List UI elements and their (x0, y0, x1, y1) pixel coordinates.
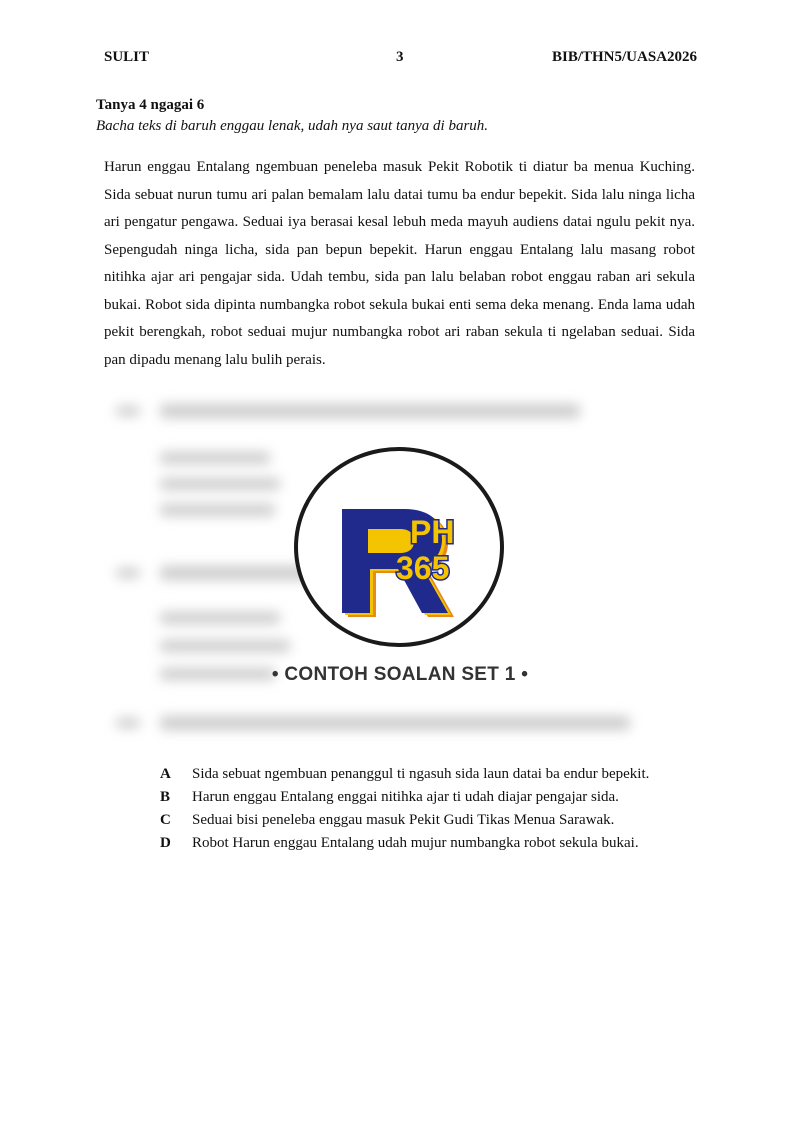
option-letter: A (160, 766, 171, 782)
option-text: Harun enggau Entalang enggai nitihka ajar ti udah diajar pengajar sida. (192, 789, 619, 805)
option-a[interactable] (160, 763, 649, 786)
option-letter: D (160, 835, 171, 851)
rph365-logo-icon (298, 451, 500, 643)
option-letter: B (160, 789, 171, 805)
option-c[interactable] (160, 809, 649, 832)
option-b[interactable] (160, 786, 649, 809)
svg-text:PH: PH (410, 514, 455, 550)
watermark-caption: • CONTOH SOALAN SET 1 • (271, 664, 529, 685)
reading-passage: Harun enggau Entalang ngembuan peneleba masuk Pekit Robotik ti diatur ba menua Kuching. Sida sebuat nurun tumu ari palan bemalam lalu datai tumu ba endur bepekit. Sida lalu ninga licha ari pengatur pengawa. Seduai iya berasai kesal lebuh meda mayuh audiens datai ngulu pekit nya. Sepengudah ninga licha, sida pan bepun bepekit. Harun enggau Entalang lalu masang robot nitihka ajar ari pengajar sida. Udah tembu, sida pan lalu belaban robot enggau raban ari sekula bukai. Robot sida dipinta numbangka robot sekula bukai enti sema deka menang. Enda lama udah pekit berengkah, robot seduai mujur numbangka robot ari raban sekula ti ngelaban seduai. Sida pan dipadu menang lalu bulih perais. (104, 159, 695, 368)
page-number: 3 (396, 49, 404, 65)
svg-text:365: 365 (396, 550, 450, 586)
option-letter: C (160, 812, 171, 828)
option-text: Seduai bisi peneleba enggau masuk Pekit Gudi Tikas Menua Sarawak. (192, 812, 615, 828)
option-d[interactable] (160, 832, 649, 855)
question-instruction: Bacha teks di baruh enggau lenak, udah nya saut tanya di baruh. (96, 118, 489, 134)
answer-options (160, 763, 649, 855)
header-left-label: SULIT (104, 49, 150, 65)
paper-code: BIB/THN5/UASA2026 (552, 49, 698, 65)
option-text: Robot Harun enggau Entalang udah mujur numbangka robot sekula bukai. (192, 835, 639, 851)
question-range-title: Tanya 4 ngagai 6 (96, 97, 205, 113)
watermark-logo (294, 447, 504, 647)
option-text: Sida sebuat ngembuan penanggul ti ngasuh sida laun datai ba endur bepekit. (192, 766, 650, 782)
